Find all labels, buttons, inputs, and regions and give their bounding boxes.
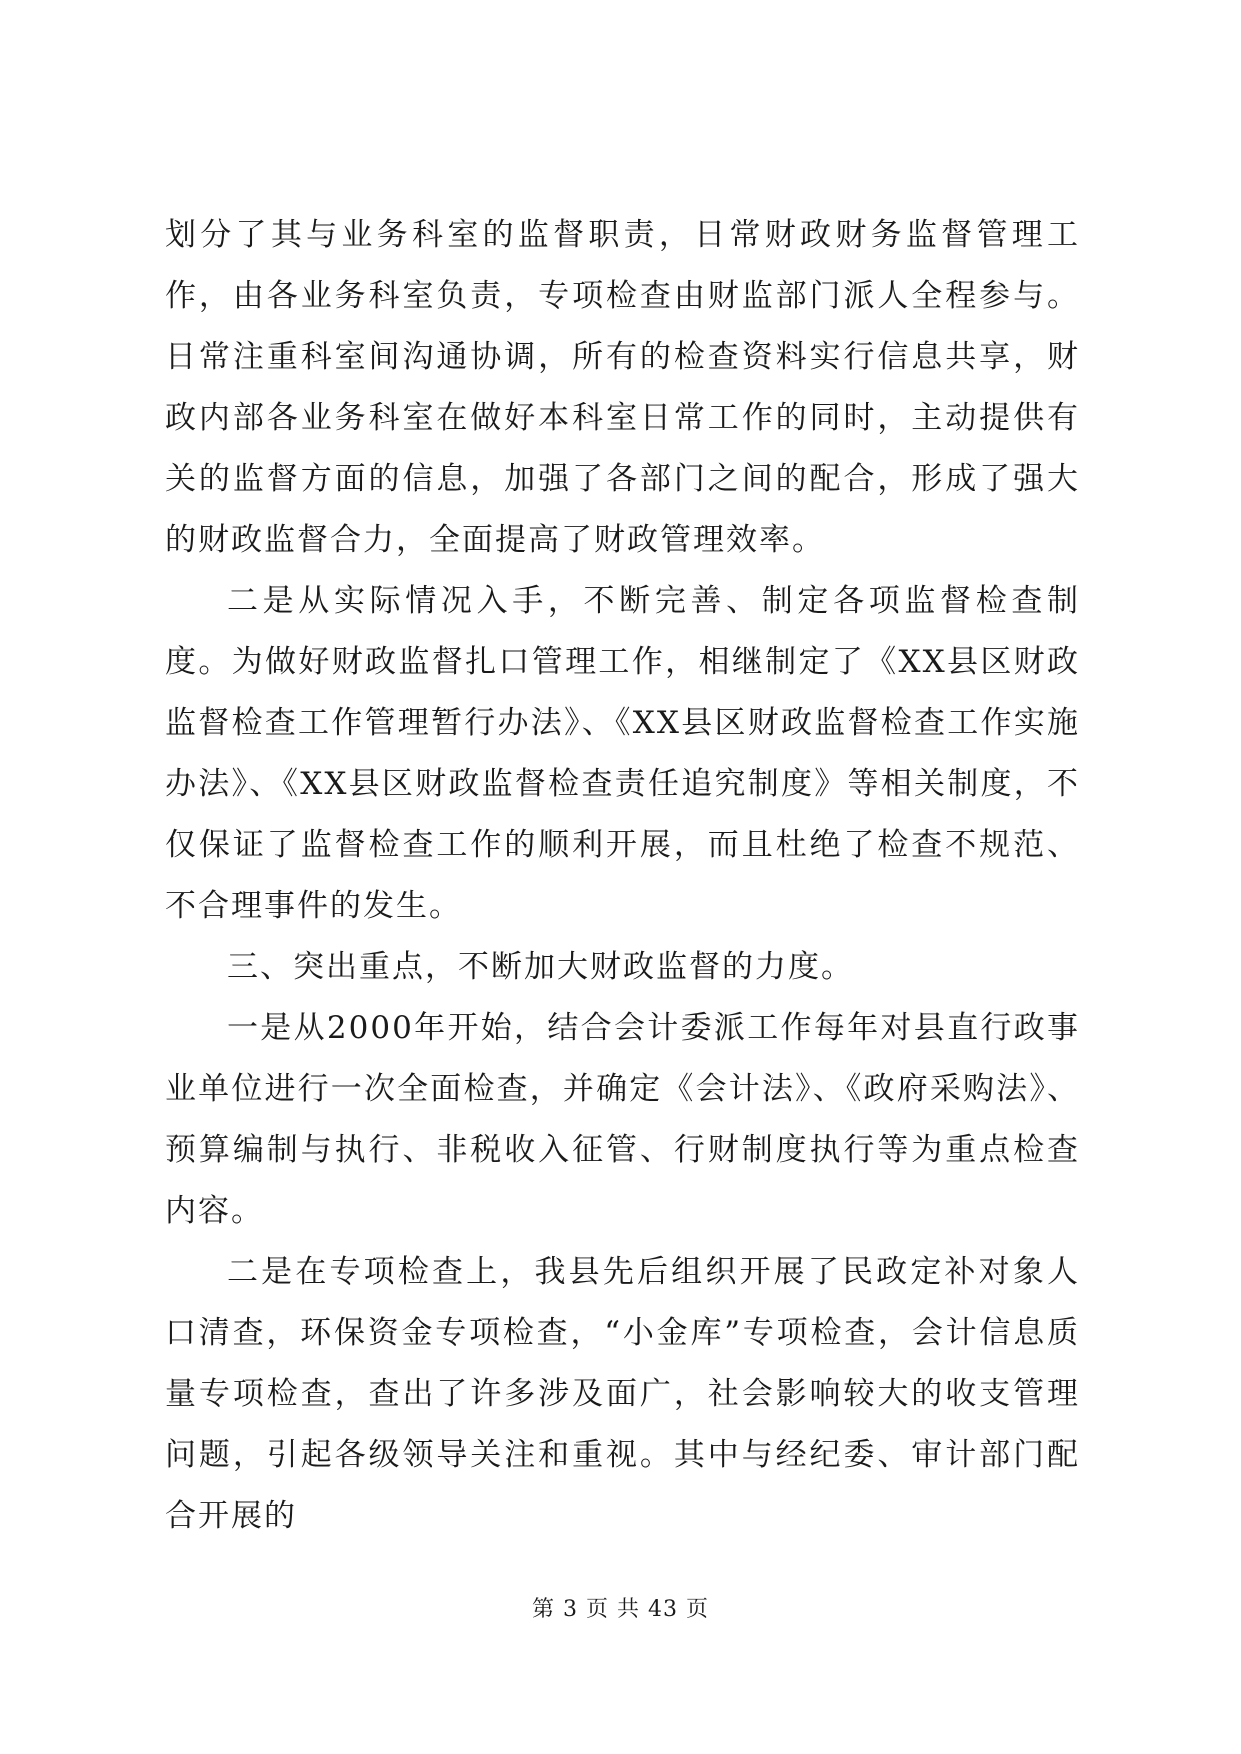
page-number-footer: 第 3 页 共 43 页 <box>532 1597 709 1622</box>
document-body <box>165 205 1080 1547</box>
paragraph-5: 二是在专项检查上，我县先后组织开展了民政定补对象人口清查，环保资金专项检查，“小金库”专项检查，会计信息质量专项检查，查出了许多涉及面广，社会影响较大的收支管理问题，引起各级领导关注和重视。其中与经纪委、审计部门配合开展的 <box>165 1254 1080 1534</box>
paragraph-3-heading: 三、突出重点，不断加大财政监督的力度。 <box>227 949 854 985</box>
paragraph-2: 二是从实际情况入手，不断完善、制定各项监督检查制度。为做好财政监督扎口管理工作，相继制定了《XX县区财政监督检查工作管理暂行办法》、《XX县区财政监督检查工作实施办法》、《XX县区财政监督检查责任追究制度》等相关制度，不仅保证了监督检查工作的顺利开展，而且杜绝了检查不规范、不合理事件的发生。 <box>165 583 1080 924</box>
paragraph-1: 划分了其与业务科室的监督职责，日常财政财务监督管理工作，由各业务科室负责，专项检查由财监部门派人全程参与。日常注重科室间沟通协调，所有的检查资料实行信息共享，财政内部各业务科室在做好本科室日常工作的同时，主动提供有关的监督方面的信息，加强了各部门之间的配合，形成了强大的财政监督合力，全面提高了财政管理效率。 <box>165 217 1080 558</box>
paragraph-4: 一是从2000年开始，结合会计委派工作每年对县直行政事业单位进行一次全面检查，并确定《会计法》、《政府采购法》、预算编制与执行、非税收入征管、行财制度执行等为重点检查内容。 <box>165 1010 1080 1229</box>
